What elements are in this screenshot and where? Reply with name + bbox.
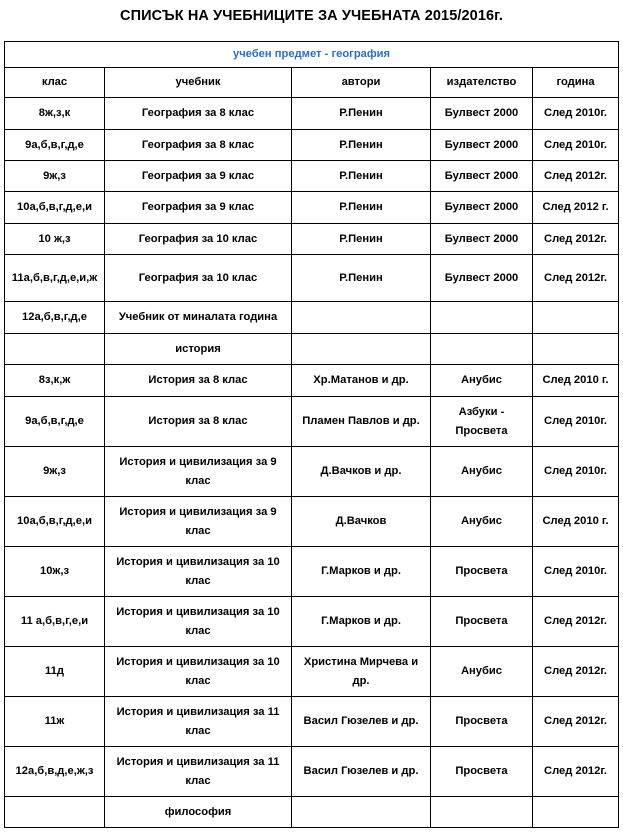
empty-cell (533, 797, 619, 828)
empty-cell (431, 334, 533, 365)
cell-avtori: Р.Пенин (292, 224, 431, 255)
table-row (5, 647, 619, 697)
cell-klas: 10ж,з (5, 547, 105, 597)
table-row (5, 597, 619, 647)
section-heading: философия (105, 797, 292, 828)
table-row (5, 397, 619, 447)
cell-avtori: Р.Пенин (292, 130, 431, 161)
cell-klas: 8з,к,ж (5, 365, 105, 397)
cell-klas: 10а,б,в,г,д,е,и (5, 192, 105, 224)
cell-godina: След 2012 г. (533, 192, 619, 224)
cell-izdatelstvo: Просвета (431, 597, 533, 647)
table-row (5, 255, 619, 302)
section-row (5, 334, 619, 365)
cell-uchebnik: История и цивилизация за 11 клас (105, 747, 292, 797)
table-row (5, 98, 619, 130)
table-row (5, 365, 619, 397)
table-row (5, 224, 619, 255)
cell-avtori: Васил Гюзелев и др. (292, 697, 431, 747)
column-header-row (5, 68, 619, 98)
cell-izdatelstvo: Просвета (431, 697, 533, 747)
cell-klas: 11ж (5, 697, 105, 747)
column-header: клас (5, 68, 105, 98)
cell-uchebnik: История за 8 клас (105, 365, 292, 397)
cell-uchebnik: География за 8 клас (105, 98, 292, 130)
cell-klas: 11д (5, 647, 105, 697)
table-row (5, 447, 619, 497)
empty-cell (292, 797, 431, 828)
cell-uchebnik: История и цивилизация за 10 клас (105, 647, 292, 697)
cell-izdatelstvo: Булвест 2000 (431, 224, 533, 255)
cell-uchebnik: История и цивилизация за 11 клас (105, 697, 292, 747)
cell-uchebnik: Учебник от миналата година (105, 302, 292, 334)
cell-avtori: Р.Пенин (292, 98, 431, 130)
cell-izdatelstvo: Анубис (431, 647, 533, 697)
cell-izdatelstvo: Анубис (431, 365, 533, 397)
cell-klas: 11 а,б,в,г,е,и (5, 597, 105, 647)
cell-godina (533, 302, 619, 334)
empty-cell (533, 334, 619, 365)
empty-cell (5, 334, 105, 365)
cell-klas: 11а,б,в,г,д,е,и,ж (5, 255, 105, 302)
cell-klas: 10 ж,з (5, 224, 105, 255)
cell-klas: 10а,б,в,г,д,е,и (5, 497, 105, 547)
section-heading: история (105, 334, 292, 365)
cell-izdatelstvo: Анубис (431, 447, 533, 497)
cell-avtori: Р.Пенин (292, 192, 431, 224)
table-row (5, 547, 619, 597)
textbook-table (4, 41, 619, 828)
cell-avtori: Пламен Павлов и др. (292, 397, 431, 447)
cell-godina: След 2012г. (533, 224, 619, 255)
table-row (5, 697, 619, 747)
cell-klas: 9а,б,в,г,д,е (5, 397, 105, 447)
cell-izdatelstvo (431, 302, 533, 334)
table-row (5, 192, 619, 224)
cell-godina: След 2010 г. (533, 497, 619, 547)
cell-uchebnik: История и цивилизация за 10 клас (105, 597, 292, 647)
column-header: учебник (105, 68, 292, 98)
cell-klas: 9ж,з (5, 447, 105, 497)
cell-uchebnik: История и цивилизация за 9 клас (105, 497, 292, 547)
cell-godina: След 2010г. (533, 130, 619, 161)
column-header: автори (292, 68, 431, 98)
cell-klas: 8ж,з,к (5, 98, 105, 130)
cell-avtori: Г.Марков и др. (292, 597, 431, 647)
table-row (5, 130, 619, 161)
cell-uchebnik: География за 8 клас (105, 130, 292, 161)
cell-uchebnik: История за 8 клас (105, 397, 292, 447)
cell-avtori: Васил Гюзелев и др. (292, 747, 431, 797)
cell-godina: След 2010г. (533, 397, 619, 447)
cell-uchebnik: География за 10 клас (105, 224, 292, 255)
cell-godina: След 2012г. (533, 747, 619, 797)
cell-klas: 12а,б,в,г,д,е (5, 302, 105, 334)
cell-uchebnik: География за 10 клас (105, 255, 292, 302)
cell-godina: След 2010г. (533, 547, 619, 597)
cell-godina: След 2010 г. (533, 365, 619, 397)
cell-klas: 9ж,з (5, 161, 105, 192)
cell-godina: След 2010г. (533, 98, 619, 130)
cell-uchebnik: История и цивилизация за 10 клас (105, 547, 292, 597)
cell-izdatelstvo: Булвест 2000 (431, 161, 533, 192)
subject-heading: учебен предмет - география (5, 42, 619, 68)
table-row (5, 497, 619, 547)
cell-klas: 12а,б,в,д,е,ж,з (5, 747, 105, 797)
cell-godina: След 2012г. (533, 255, 619, 302)
table-row (5, 161, 619, 192)
subject-heading-row (5, 42, 619, 68)
cell-avtori: Р.Пенин (292, 161, 431, 192)
column-header: издателство (431, 68, 533, 98)
cell-avtori: Хр.Матанов и др. (292, 365, 431, 397)
cell-klas: 9а,б,в,г,д,е (5, 130, 105, 161)
column-header: година (533, 68, 619, 98)
table-row (5, 747, 619, 797)
empty-cell (5, 797, 105, 828)
cell-godina: След 2012г. (533, 597, 619, 647)
table-row (5, 302, 619, 334)
cell-avtori: Р.Пенин (292, 255, 431, 302)
cell-avtori: Д.Вачков и др. (292, 447, 431, 497)
cell-izdatelstvo: Булвест 2000 (431, 192, 533, 224)
section-row (5, 797, 619, 828)
cell-avtori: Д.Вачков (292, 497, 431, 547)
cell-avtori: Христина Мирчева и др. (292, 647, 431, 697)
cell-godina: След 2010г. (533, 447, 619, 497)
cell-izdatelstvo: Булвест 2000 (431, 98, 533, 130)
cell-godina: След 2012г. (533, 697, 619, 747)
cell-godina: След 2012г. (533, 647, 619, 697)
cell-izdatelstvo: Анубис (431, 497, 533, 547)
cell-izdatelstvo: Булвест 2000 (431, 130, 533, 161)
cell-izdatelstvo: Азбуки - Просвета (431, 397, 533, 447)
cell-izdatelstvo: Просвета (431, 547, 533, 597)
cell-uchebnik: География за 9 клас (105, 161, 292, 192)
empty-cell (292, 334, 431, 365)
page-title: СПИСЪК НА УЧЕБНИЦИТЕ ЗА УЧЕБНАТА 2015/2016г. (120, 8, 503, 24)
cell-izdatelstvo: Булвест 2000 (431, 255, 533, 302)
cell-izdatelstvo: Просвета (431, 747, 533, 797)
cell-uchebnik: История и цивилизация за 9 клас (105, 447, 292, 497)
cell-avtori: Г.Марков и др. (292, 547, 431, 597)
cell-uchebnik: География за 9 клас (105, 192, 292, 224)
cell-godina: След 2012г. (533, 161, 619, 192)
cell-avtori (292, 302, 431, 334)
empty-cell (431, 797, 533, 828)
